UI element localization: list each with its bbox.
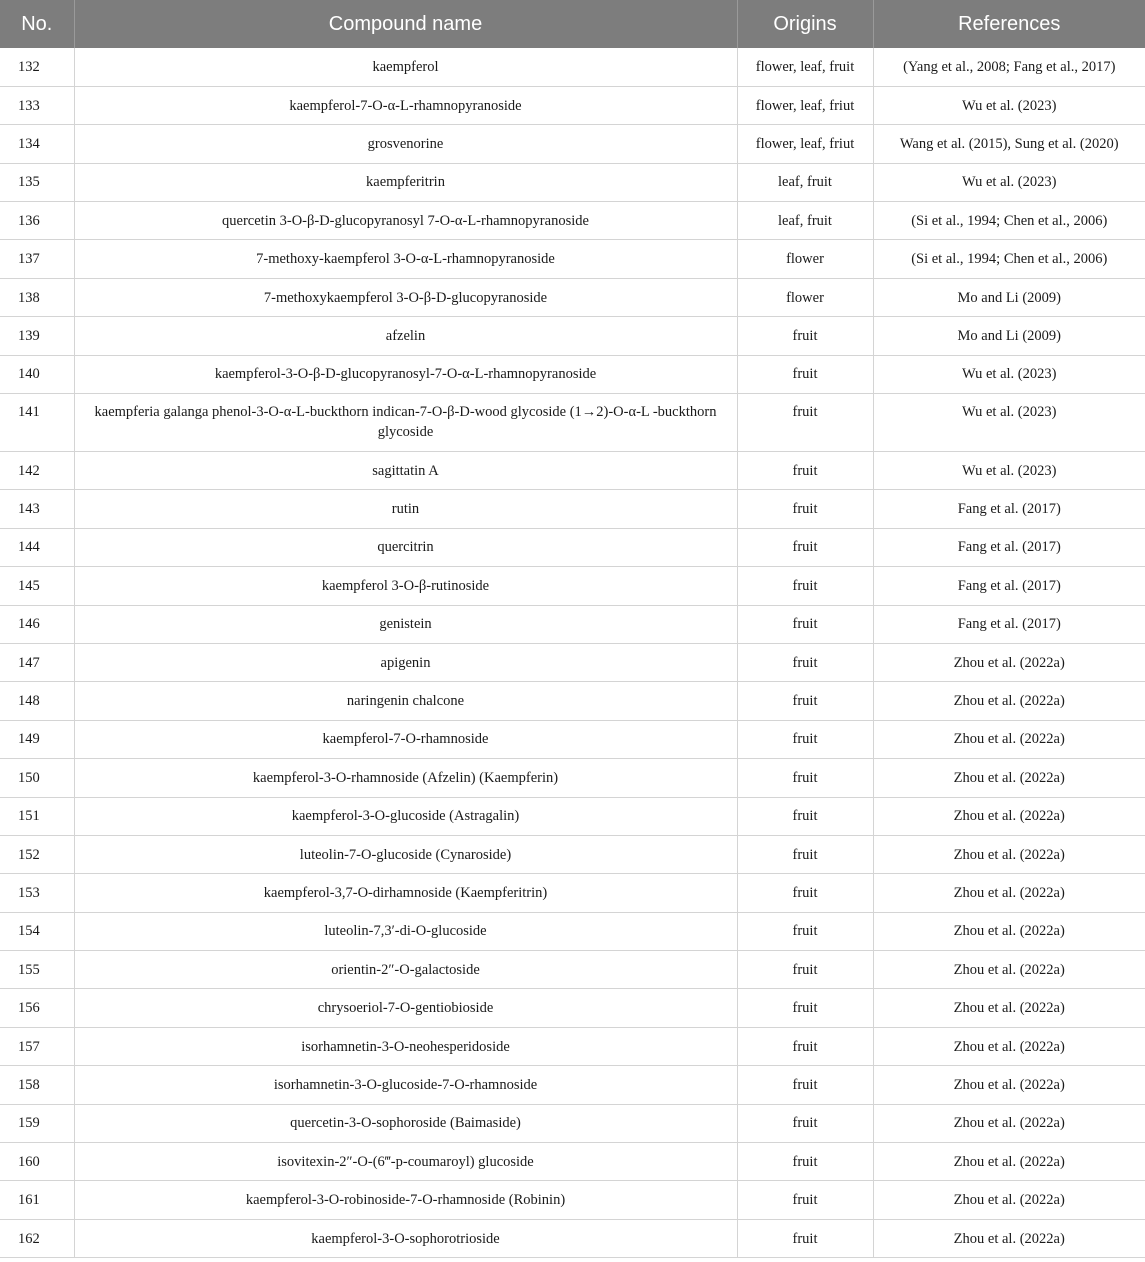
cell-no: 153 [0,874,74,912]
cell-origins: fruit [737,759,873,797]
table-row [0,1027,1145,1065]
cell-references: Zhou et al. (2022a) [873,1219,1145,1257]
cell-origins: fruit [737,720,873,758]
table-row [0,1181,1145,1219]
cell-origins: fruit [737,1104,873,1142]
cell-origins: fruit [737,912,873,950]
cell-no: 157 [0,1027,74,1065]
cell-compound-name: quercitrin [74,528,737,566]
cell-references: Zhou et al. (2022a) [873,951,1145,989]
cell-origins: fruit [737,874,873,912]
cell-origins: fruit [737,951,873,989]
cell-no: 161 [0,1181,74,1219]
cell-references: Zhou et al. (2022a) [873,835,1145,873]
table-row [0,759,1145,797]
cell-no: 134 [0,125,74,163]
header-row [0,0,1145,48]
cell-references: Zhou et al. (2022a) [873,682,1145,720]
cell-no: 149 [0,720,74,758]
table-row [0,1066,1145,1104]
cell-no: 152 [0,835,74,873]
table-row [0,1143,1145,1181]
cell-references: Wu et al. (2023) [873,394,1145,452]
cell-compound-name: isovitexin-2″-O-(6‴-p-coumaroyl) glucoside [74,1143,737,1181]
table-row [0,874,1145,912]
cell-compound-name: sagittatin A [74,452,737,490]
cell-compound-name: rutin [74,490,737,528]
cell-origins: fruit [737,643,873,681]
cell-origins: fruit [737,567,873,605]
cell-references: Fang et al. (2017) [873,567,1145,605]
cell-references: Wu et al. (2023) [873,452,1145,490]
cell-origins: flower, leaf, friut [737,86,873,124]
cell-references: Zhou et al. (2022a) [873,759,1145,797]
cell-compound-name: isorhamnetin-3-O-glucoside-7-O-rhamnoside [74,1066,737,1104]
table-row [0,682,1145,720]
table-row [0,989,1145,1027]
table-header [0,0,1145,48]
cell-origins: fruit [737,1143,873,1181]
cell-no: 137 [0,240,74,278]
cell-origins: flower, leaf, fruit [737,48,873,86]
cell-origins: fruit [737,1066,873,1104]
table-row [0,835,1145,873]
cell-origins: fruit [737,355,873,393]
table-body [0,48,1145,1258]
cell-compound-name: kaempferol-3-O-rhamnoside (Afzelin) (Kaempferin) [74,759,737,797]
table-row [0,643,1145,681]
table-row [0,452,1145,490]
cell-no: 146 [0,605,74,643]
cell-references: Fang et al. (2017) [873,605,1145,643]
cell-origins: flower [737,278,873,316]
cell-no: 158 [0,1066,74,1104]
cell-references: Wu et al. (2023) [873,355,1145,393]
cell-references: (Si et al., 1994; Chen et al., 2006) [873,240,1145,278]
cell-origins: fruit [737,317,873,355]
cell-references: Zhou et al. (2022a) [873,912,1145,950]
cell-no: 156 [0,989,74,1027]
cell-references: Zhou et al. (2022a) [873,1143,1145,1181]
cell-compound-name: kaempferol-3-O-β-D-glucopyranosyl-7-O-α-L-rhamnopyranoside [74,355,737,393]
cell-no: 132 [0,48,74,86]
cell-compound-name: kaempferol 3-O-β-rutinoside [74,567,737,605]
cell-compound-name: orientin-2″-O-galactoside [74,951,737,989]
cell-references: Wang et al. (2015), Sung et al. (2020) [873,125,1145,163]
cell-references: Zhou et al. (2022a) [873,989,1145,1027]
cell-references: Fang et al. (2017) [873,528,1145,566]
cell-origins: fruit [737,989,873,1027]
header-references: References [958,12,1061,35]
cell-no: 143 [0,490,74,528]
cell-origins: fruit [737,1219,873,1257]
cell-compound-name: kaempferia galanga phenol-3-O-α-L-buckthorn indican-7-O-β-D-wood glycoside (1→2)-O-α-L -buckthorn glycoside [74,394,737,452]
cell-no: 141 [0,394,74,452]
cell-references: Zhou et al. (2022a) [873,1181,1145,1219]
table-row [0,125,1145,163]
cell-compound-name: naringenin chalcone [74,682,737,720]
cell-references: Zhou et al. (2022a) [873,1027,1145,1065]
cell-references: Mo and Li (2009) [873,278,1145,316]
cell-references: Fang et al. (2017) [873,490,1145,528]
cell-compound-name: 7-methoxykaempferol 3-O-β-D-glucopyranoside [74,278,737,316]
cell-references: (Yang et al., 2008; Fang et al., 2017) [873,48,1145,86]
cell-compound-name: isorhamnetin-3-O-neohesperidoside [74,1027,737,1065]
table-row [0,278,1145,316]
cell-compound-name: kaempferitrin [74,163,737,201]
cell-references: Zhou et al. (2022a) [873,874,1145,912]
table-row [0,317,1145,355]
cell-no: 142 [0,452,74,490]
cell-no: 140 [0,355,74,393]
cell-compound-name: kaempferol-7-O-rhamnoside [74,720,737,758]
cell-origins: fruit [737,394,873,452]
header-no: No. [0,0,74,48]
table-row [0,1104,1145,1142]
cell-compound-name: luteolin-7,3′-di-O-glucoside [74,912,737,950]
cell-compound-name: kaempferol-3-O-glucoside (Astragalin) [74,797,737,835]
cell-compound-name: kaempferol-7-O-α-L-rhamnopyranoside [74,86,737,124]
cell-no: 135 [0,163,74,201]
cell-compound-name: 7-methoxy-kaempferol 3-O-α-L-rhamnopyranoside [74,240,737,278]
cell-origins: flower, leaf, friut [737,125,873,163]
table-row [0,163,1145,201]
cell-origins: fruit [737,452,873,490]
cell-references: Zhou et al. (2022a) [873,720,1145,758]
table-row [0,567,1145,605]
header-origins: Origins [737,0,873,48]
cell-no: 159 [0,1104,74,1142]
cell-no: 162 [0,1219,74,1257]
cell-references: Wu et al. (2023) [873,163,1145,201]
table-row [0,912,1145,950]
cell-origins: fruit [737,835,873,873]
cell-no: 133 [0,86,74,124]
cell-references: Zhou et al. (2022a) [873,1066,1145,1104]
cell-origins: fruit [737,797,873,835]
table-row [0,240,1145,278]
table-row [0,605,1145,643]
cell-origins: fruit [737,682,873,720]
cell-origins: fruit [737,1181,873,1219]
cell-no: 147 [0,643,74,681]
cell-no: 160 [0,1143,74,1181]
cell-no: 145 [0,567,74,605]
cell-no: 151 [0,797,74,835]
cell-compound-name: kaempferol-3-O-sophorotrioside [74,1219,737,1257]
cell-origins: fruit [737,605,873,643]
cell-references: Zhou et al. (2022a) [873,1104,1145,1142]
cell-references: Zhou et al. (2022a) [873,643,1145,681]
cell-references: Zhou et al. (2022a) [873,797,1145,835]
cell-compound-name: apigenin [74,643,737,681]
table-row [0,720,1145,758]
cell-origins: flower [737,240,873,278]
cell-compound-name: genistein [74,605,737,643]
cell-compound-name: chrysoeriol-7-O-gentiobioside [74,989,737,1027]
cell-compound-name: quercetin-3-O-sophoroside (Baimaside) [74,1104,737,1142]
cell-no: 139 [0,317,74,355]
cell-no: 155 [0,951,74,989]
table-row [0,1219,1145,1257]
cell-no: 144 [0,528,74,566]
cell-origins: fruit [737,1027,873,1065]
table-row [0,394,1145,452]
table-row [0,48,1145,86]
cell-no: 138 [0,278,74,316]
table-row [0,202,1145,240]
cell-compound-name: kaempferol [74,48,737,86]
table-row [0,86,1145,124]
cell-origins: fruit [737,490,873,528]
header-compound-name: Compound name [74,0,737,48]
table-row [0,355,1145,393]
cell-no: 136 [0,202,74,240]
cell-no: 148 [0,682,74,720]
table-row [0,951,1145,989]
cell-compound-name: kaempferol-3-O-robinoside-7-O-rhamnoside (Robinin) [74,1181,737,1219]
cell-compound-name: luteolin-7-O-glucoside (Cynaroside) [74,835,737,873]
cell-origins: leaf, fruit [737,202,873,240]
cell-origins: leaf, fruit [737,163,873,201]
cell-compound-name: grosvenorine [74,125,737,163]
table-row [0,797,1145,835]
cell-references: Wu et al. (2023) [873,86,1145,124]
cell-references: (Si et al., 1994; Chen et al., 2006) [873,202,1145,240]
cell-compound-name: afzelin [74,317,737,355]
cell-references: Mo and Li (2009) [873,317,1145,355]
cell-compound-name: quercetin 3-O-β-D-glucopyranosyl 7-O-α-L-rhamnopyranoside [74,202,737,240]
cell-compound-name: kaempferol-3,7-O-dirhamnoside (Kaempferitrin) [74,874,737,912]
cell-no: 154 [0,912,74,950]
cell-no: 150 [0,759,74,797]
table-row [0,528,1145,566]
table-row [0,490,1145,528]
cell-origins: fruit [737,528,873,566]
